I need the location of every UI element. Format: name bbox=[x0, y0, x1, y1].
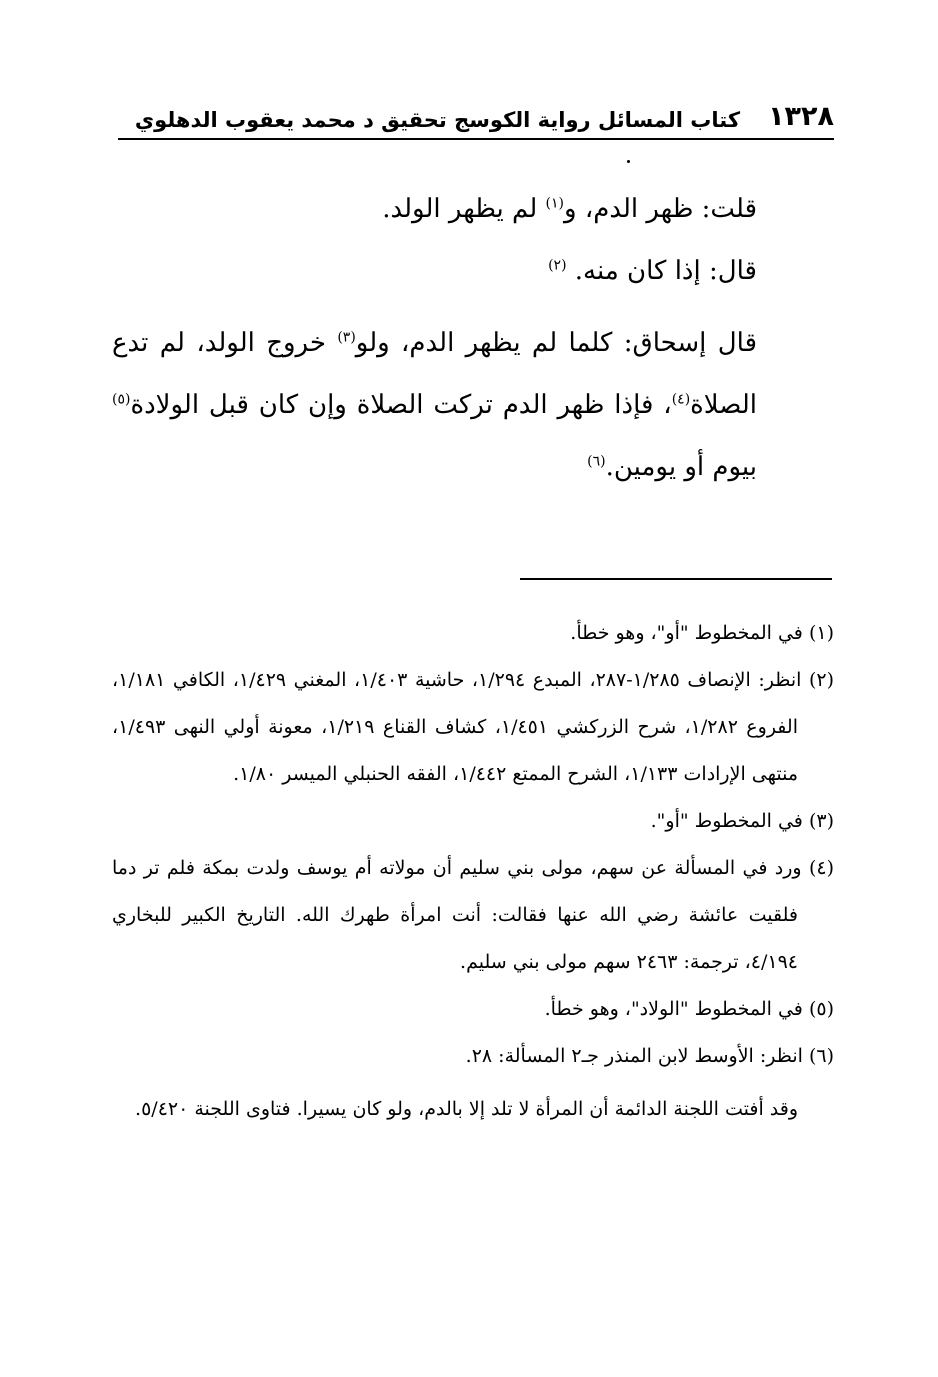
paragraph-3-text-d: بيوم أو يومين. bbox=[605, 452, 757, 482]
footnote-5-number: (٥) bbox=[808, 998, 834, 1020]
footnote-2-number: (٢) bbox=[808, 669, 835, 691]
paragraph-3-text-b: خروج الولد، لم تدع الصلاة bbox=[112, 328, 757, 420]
footnote-2-text: انظر: الإنصاف ١/٢٨٥-٢٨٧، المبدع ١/٢٩٤، حاشية ١/٤٠٣، المغني ١/٤٢٩، الكافي ١/١٨١، الفروع ١/٢٨٢، شرح الزركشي ١/٤٥١، كشاف القناع ١/٢١٩، معونة أولي النهى ١/٤٩٣، منتهى الإرادات ١/١٣٣، الشرح الممتع ١/٤٤٢، الفقه الحنبلي الميسر ١/٨٠. bbox=[112, 669, 809, 785]
footnote-ref-5: (٥) bbox=[112, 391, 131, 408]
paragraph-2-text-a: قال: إذا كان منه. bbox=[574, 256, 757, 286]
footnote-4 bbox=[112, 845, 834, 986]
paragraph-3 bbox=[112, 312, 757, 498]
footnote-ref-4: (٤) bbox=[671, 391, 691, 408]
footnote-6-number: (٦) bbox=[808, 1045, 834, 1067]
page-number: ١٣٢٨ bbox=[768, 101, 834, 132]
footnote-1-number: (١) bbox=[808, 622, 834, 644]
footnote-1 bbox=[112, 610, 834, 657]
paragraph-3-text-a: قال إسحاق: كلما لم يظهر الدم، ولو bbox=[355, 328, 757, 358]
footnote-6 bbox=[112, 1033, 834, 1080]
footnote-4-number: (٤) bbox=[808, 857, 834, 879]
paragraph-1-text-a: قلت: ظهر الدم، و bbox=[564, 194, 757, 224]
footnote-6-text: انظر: الأوسط لابن المنذر جـ٢ المسألة: ٢٨. bbox=[465, 1045, 809, 1067]
footnote-ref-3: (٣) bbox=[337, 329, 356, 346]
running-title: كتاب المسائل رواية الكوسج تحقيق د محمد يعقوب الدهلوي bbox=[134, 108, 741, 132]
paragraph-1 bbox=[112, 178, 757, 240]
footnote-separator bbox=[520, 578, 832, 580]
footnote-ref-1: (١) bbox=[545, 195, 565, 212]
paragraph-2 bbox=[112, 240, 757, 302]
footnote-6-addendum: وقد أفتت اللجنة الدائمة أن المرأة لا تلد إلا بالدم، ولو كان يسيرا. فتاوى اللجنة ٥/٤٢٠. bbox=[135, 1098, 798, 1120]
footnotes bbox=[112, 610, 834, 1133]
stray-dot bbox=[627, 160, 630, 163]
footnote-5 bbox=[112, 986, 834, 1033]
header-rule bbox=[118, 138, 834, 140]
main-text bbox=[112, 178, 757, 498]
footnote-3-text: في المخطوط "أو". bbox=[650, 810, 809, 832]
page-header bbox=[118, 92, 834, 132]
paragraph-1-text-b: لم يظهر الولد. bbox=[382, 194, 546, 224]
footnote-ref-2: (٢) bbox=[548, 257, 567, 274]
footnote-3-number: (٣) bbox=[808, 810, 834, 832]
footnote-ref-6: (٦) bbox=[587, 453, 606, 470]
footnote-3 bbox=[112, 798, 834, 845]
footnote-2 bbox=[112, 657, 834, 798]
footnote-1-text: في المخطوط "أو"، وهو خطأ. bbox=[570, 622, 809, 644]
paragraph-3-text-c: ، فإذا ظهر الدم تركت الصلاة وإن كان قبل الولادة bbox=[130, 390, 672, 420]
footnote-5-text: في المخطوط "الولاد"، وهو خطأ. bbox=[544, 998, 809, 1020]
footnote-4-text: ورد في المسألة عن سهم، مولى بني سليم أن مولاته أم يوسف ولدت بمكة فلم تر دما فلقيت عائشة رضي الله عنها فقالت: أنت امرأة طهرك الله. التاريخ الكبير للبخاري ٤/١٩٤، ترجمة: ٢٤٦٣ سهم مولى بني سليم. bbox=[112, 857, 809, 973]
